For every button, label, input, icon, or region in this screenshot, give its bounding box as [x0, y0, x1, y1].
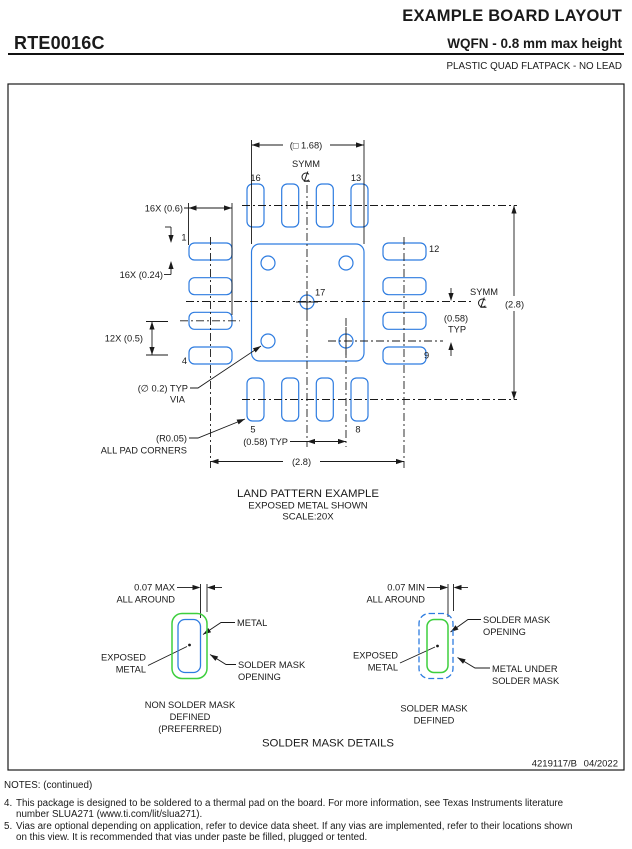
pin-13-label: 13	[350, 173, 362, 183]
via	[261, 256, 275, 270]
notes-heading: NOTES: (continued)	[4, 780, 93, 791]
dim-058-right-typ: TYP	[447, 324, 467, 335]
doc-date: 04/2022	[583, 758, 618, 770]
pin-5-label: 5	[250, 424, 256, 435]
notes-section	[4, 781, 624, 844]
scale-caption: SCALE:20X	[282, 511, 334, 523]
smd-caption-2: DEFINED	[413, 715, 455, 726]
nsmd-caption-3: (PREFERRED)	[158, 724, 222, 734]
smd-caption-1: SOLDER MASK	[400, 703, 468, 714]
smd-dim-value: 0.07 MIN	[387, 582, 425, 593]
package-height: WQFN - 0.8 mm max height	[447, 36, 622, 51]
via	[261, 334, 275, 348]
smd-exposed-2: METAL	[367, 662, 398, 673]
dim-058-right-value: (0.58)	[443, 313, 469, 324]
package-type: PLASTIC QUAD FLATPACK - NO LEAD	[446, 61, 622, 72]
dim-058-bottom: (0.58) TYP	[243, 437, 288, 447]
symm-label-right: SYMM	[470, 287, 498, 297]
note-5-line-2: on this view. It is recommended that vias under paste be filled, plugged or tented.	[16, 832, 368, 844]
dim-pad-length: 16X (0.6)	[144, 203, 183, 214]
drawing-labels	[101, 140, 618, 769]
centerline-symbol-icon	[479, 298, 487, 308]
land-pattern-title: LAND PATTERN EXAMPLE	[237, 488, 379, 500]
dim-center-pad: (□ 1.68)	[289, 140, 323, 151]
nsmd-dim-all-around: ALL AROUND	[116, 594, 175, 605]
nsmd-metal-label: METAL	[237, 618, 268, 628]
page-title: EXAMPLE BOARD LAYOUT	[402, 7, 622, 25]
dim-28-bottom: (2.8)	[291, 457, 312, 467]
pin-8-label: 8	[355, 424, 361, 435]
smd-metal-under-1: METAL UNDER	[492, 664, 558, 674]
dim-pad-width: 16X (0.24)	[119, 270, 163, 280]
note-5-line-1: Vias are optional depending on application, refer to device data sheet. If any vias are implemented, refer to their locations shown	[16, 821, 573, 833]
pad	[383, 278, 426, 295]
nsmd-dim-value: 0.07 MAX	[134, 582, 175, 593]
pin-16-label: 16	[250, 173, 261, 183]
smd-metal-under-2: SOLDER MASK	[492, 676, 560, 686]
dim-pitch: 12X (0.5)	[104, 333, 143, 344]
pad	[383, 347, 426, 364]
doc-number: 4219117/B	[531, 758, 577, 770]
part-number: RTE0016C	[14, 33, 105, 53]
nsmd-caption-1: NON SOLDER MASK	[144, 700, 236, 710]
via	[339, 256, 353, 270]
land-pattern-pads	[189, 184, 426, 421]
note-4-line-2: number SLUA271 (www.ti.com/lit/slua271).	[16, 808, 203, 820]
smd-opening-1: SOLDER MASK	[483, 615, 551, 625]
nsmd-caption-2: DEFINED	[169, 712, 211, 722]
note-4	[4, 799, 624, 821]
symm-label-top: SYMM	[292, 159, 320, 169]
note-5-number: 5.	[4, 821, 13, 833]
nsmd-exposed-2: METAL	[115, 664, 146, 675]
dim-28-right: (2.8)	[504, 299, 525, 310]
exposed-metal-caption: EXPOSED METAL SHOWN	[248, 500, 368, 512]
pin-12-label: 12	[429, 244, 440, 254]
solder-mask-details-title: SOLDER MASK DETAILS	[261, 737, 395, 750]
smd-opening-2: OPENING	[483, 627, 526, 637]
smd-exposed-1: EXPOSED	[353, 650, 398, 661]
all-pad-corners-label: ALL PAD CORNERS	[100, 445, 187, 456]
pin-17-label: 17	[315, 287, 326, 298]
nsmd-exposed-1: EXPOSED	[101, 652, 146, 663]
nsmd-opening-2: OPENING	[238, 672, 281, 682]
smd-dim-all-around: ALL AROUND	[366, 594, 425, 605]
smd-pad-detail	[419, 614, 453, 679]
nsmd-opening-1: SOLDER MASK	[238, 660, 306, 670]
pad	[383, 312, 426, 329]
note-4-line-1: This package is designed to be soldered to a thermal pad on the board. For more information, see Texas Instruments literature	[16, 797, 564, 809]
pin-1-label: 1	[181, 232, 187, 243]
note-5	[4, 822, 624, 844]
centerline-symbol-icon	[302, 172, 310, 182]
pin-4-label: 4	[181, 356, 187, 366]
pin-9-label: 9	[424, 350, 430, 361]
via-label: VIA	[170, 394, 185, 405]
corner-radius-label: (R0.05)	[155, 433, 187, 444]
pad	[383, 243, 426, 260]
via-diameter-label: (∅ 0.2) TYP	[137, 383, 188, 394]
note-4-number: 4.	[4, 797, 13, 809]
